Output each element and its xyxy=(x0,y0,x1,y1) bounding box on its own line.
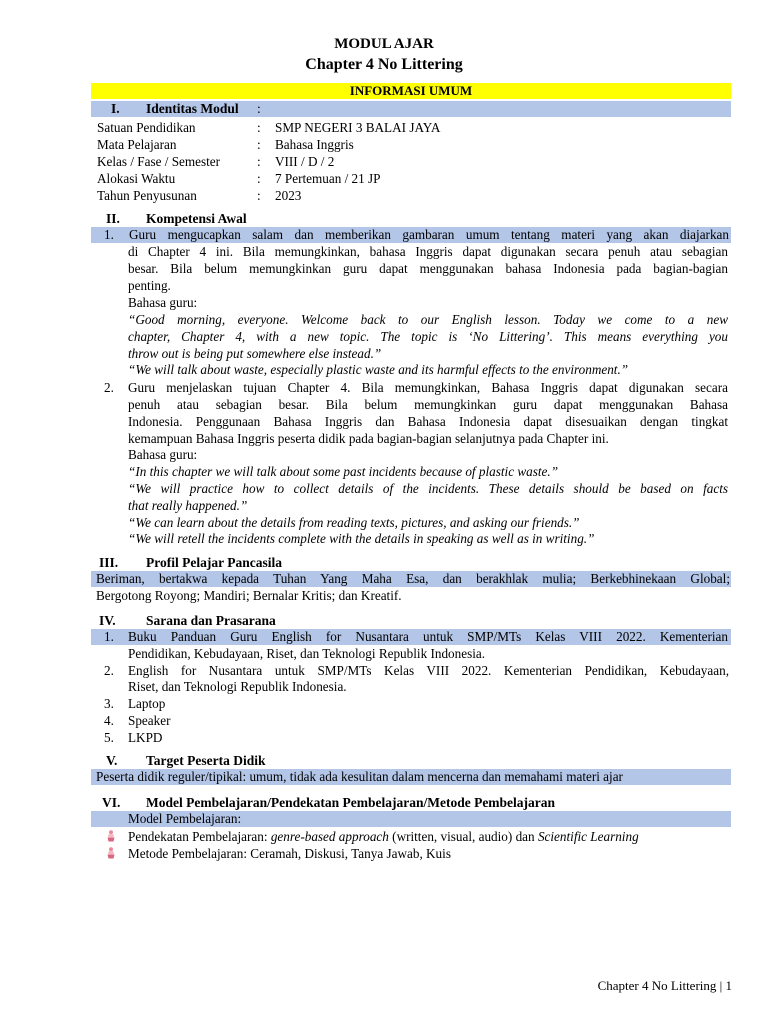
teacher-quote: throw out is being put somewhere else instead.” xyxy=(128,346,382,361)
identity-colon: : xyxy=(257,137,261,152)
teacher-language-label: Bahasa guru: xyxy=(128,295,198,310)
identity-value: Bahasa Inggris xyxy=(275,137,354,152)
list-item: Speaker xyxy=(128,713,171,728)
identity-colon: : xyxy=(257,154,261,169)
identity-label: Alokasi Waktu xyxy=(97,171,176,186)
section-colon: : xyxy=(257,101,261,116)
bullet-item xyxy=(128,829,639,846)
section-number: V. xyxy=(106,753,118,768)
list-number: 2. xyxy=(104,663,114,678)
bullet-item: Metode Pembelajaran: Ceramah, Diskusi, Tanya Jawab, Kuis xyxy=(128,846,451,861)
paragraph-line: Peserta didik reguler/tipikal: umum, tidak ada kesulitan dalam mencerna dan memahami materi ajar xyxy=(96,769,623,784)
page-footer: Chapter 4 No Littering | 1 xyxy=(597,978,732,993)
identity-label: Tahun Penyusunan xyxy=(97,188,197,203)
approach-term: Scientific Learning xyxy=(537,829,639,844)
section-title: Sarana dan Prasarana xyxy=(146,613,276,628)
section-number: III. xyxy=(99,555,119,570)
section-title: Kompetensi Awal xyxy=(146,211,247,226)
teacher-quote: “We will practice how to collect details of the incidents. These details should be based on facts xyxy=(128,481,728,496)
section-title: Model Pembelajaran/Pendekatan Pembelajaran/Metode Pembelajaran xyxy=(146,795,556,810)
list-item: LKPD xyxy=(128,730,163,745)
list-item: Pendidikan, Kebudayaan, Riset, dan Teknologi Republik Indonesia. xyxy=(128,646,486,661)
identity-label: Mata Pelajaran xyxy=(97,137,177,152)
teacher-quote: “We will retell the incidents complete with the details in speaking as well as in writing.” xyxy=(128,531,595,546)
identity-colon: : xyxy=(257,120,261,135)
teacher-quote: that really happened.” xyxy=(128,498,248,513)
identity-value: VIII / D / 2 xyxy=(275,154,335,169)
list-number: 3. xyxy=(104,696,114,711)
teacher-quote: “We will talk about waste, especially plastic waste and its harmful effects to the environment.” xyxy=(128,362,629,377)
list-item: Buku Panduan Guru English for Nusantara untuk SMP/MTs Kelas VIII 2022. Kementerian xyxy=(128,629,728,644)
teacher-language-label: Bahasa guru: xyxy=(128,447,198,462)
teacher-quote: “We can learn about the details from reading texts, pictures, and asking our friends.” xyxy=(128,515,580,530)
section-title: Profil Pelajar Pancasila xyxy=(146,555,282,570)
list-item: English for Nusantara untuk SMP/MTs Kelas VIII 2022. Kementerian Pendidikan, Kebudayaan, xyxy=(128,663,729,678)
section-number: IV. xyxy=(99,613,116,628)
list-number: 1. xyxy=(104,227,114,242)
section-title: Target Peserta Didik xyxy=(146,753,266,768)
list-item: Laptop xyxy=(128,696,166,711)
paragraph-line: Bergotong Royong; Mandiri; Bernalar Kritis; dan Kreatif. xyxy=(96,588,402,603)
paragraph-line: besar. Bila belum memungkinkan guru dapat menggunakan bahasa Indonesia pada bagian-bagian xyxy=(128,261,728,276)
paragraph-line: Model Pembelajaran: xyxy=(128,811,242,826)
identity-label: Satuan Pendidikan xyxy=(97,120,196,135)
identity-colon: : xyxy=(257,171,261,186)
paragraph-line: di Chapter 4 ini. Bila memungkinkan, bahasa Inggris dapat digunakan secara penuh atau sebagian xyxy=(128,244,728,259)
paragraph-line: Guru menjelaskan tujuan Chapter 4. Bila memungkinkan, Bahasa Inggris dapat digunakan secara xyxy=(128,380,728,395)
paragraph-line: Beriman, bertakwa kepada Tuhan Yang Maha Esa, dan berakhlak mulia; Berkebhinekaan Global; xyxy=(96,571,730,586)
document-title: MODUL AJAR xyxy=(334,36,434,52)
approach-term: genre-based approach xyxy=(270,829,389,844)
teacher-quote: “In this chapter we will talk about some past incidents because of plastic waste.” xyxy=(128,464,559,479)
identity-colon: : xyxy=(257,188,261,203)
section-title: Identitas Modul xyxy=(146,101,239,116)
identity-value: 2023 xyxy=(275,188,302,203)
info-band: INFORMASI UMUM xyxy=(91,83,731,99)
bullet-text: Pendekatan Pembelajaran: xyxy=(128,829,271,844)
list-number: 5. xyxy=(104,730,114,745)
identity-value: SMP NEGERI 3 BALAI JAYA xyxy=(275,120,441,135)
list-number: 2. xyxy=(104,380,114,395)
teacher-quote: “Good morning, everyone. Welcome back to our English lesson. Today we come to a new xyxy=(128,312,728,327)
paragraph-line: Guru mengucapkan salam dan memberikan gambaran umum tentang materi yang akan diajarkan xyxy=(129,227,729,242)
pink-bullet-icon xyxy=(106,830,116,842)
section-number: II. xyxy=(106,211,120,226)
list-number: 4. xyxy=(104,713,114,728)
paragraph-line: kemampuan Bahasa Inggris peserta didik pada bagian-bagian selanjutnya pada Chapter ini. xyxy=(128,431,609,446)
list-item: Riset, dan Teknologi Republik Indonesia. xyxy=(128,679,347,694)
list-number: 1. xyxy=(104,629,114,644)
pink-bullet-icon xyxy=(106,847,116,859)
bullet-text: (written, visual, audio) dan xyxy=(388,829,538,844)
paragraph-line: penuh atau sebagian besar. Bila belum memungkinkan guru dapat menggunakan Bahasa xyxy=(128,397,728,412)
identity-label: Kelas / Fase / Semester xyxy=(97,154,221,169)
paragraph-line: penting. xyxy=(128,278,171,293)
section-number: VI. xyxy=(102,795,121,810)
teacher-quote: chapter, Chapter 4, with a new topic. The topic is ‘No Littering’. This means everything you xyxy=(128,329,728,344)
section-number: I. xyxy=(111,101,120,116)
paragraph-line: Indonesia. Penggunaan Bahasa Inggris dan Bahasa Indonesia dapat disesuaikan dengan tingkat xyxy=(128,414,728,429)
identity-value: 7 Pertemuan / 21 JP xyxy=(275,171,381,186)
document-subtitle: Chapter 4 No Littering xyxy=(305,56,463,73)
